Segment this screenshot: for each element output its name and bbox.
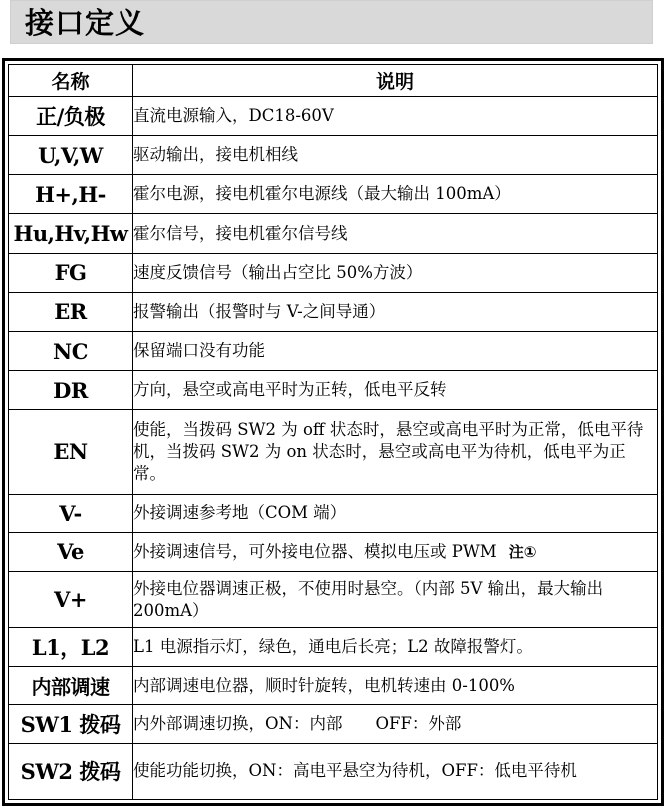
interface-definition-table: [8, 64, 658, 800]
table-row-nc: [9, 331, 658, 370]
row-description: 霍尔信号，接电机霍尔信号线: [133, 214, 658, 253]
section-header: [10, 0, 653, 44]
table-row-v-plus: [9, 571, 658, 627]
header-name: 名称: [9, 65, 133, 97]
row-name: NC: [9, 331, 133, 370]
row-name: 正/负极: [9, 97, 133, 136]
row-name: H+,H-: [9, 175, 133, 214]
row-description: 霍尔电源，接电机霍尔电源线（最大输出 100mA）: [133, 175, 658, 214]
table-row-power: [9, 97, 658, 136]
table-row-sw2: [9, 743, 658, 799]
row-description: 速度反馈信号（输出占空比 50%方波）: [133, 253, 658, 292]
row-name: SW1 拨码: [9, 705, 133, 743]
row-name: DR: [9, 371, 133, 410]
header-description: 说明: [133, 65, 658, 97]
row-name: V+: [9, 571, 133, 627]
table-row-v-minus: [9, 494, 658, 532]
row-description: 外接电位器调速正极，不使用时悬空。（内部 5V 输出，最大输出 200mA）: [133, 571, 658, 627]
row-description: 驱动输出，接电机相线: [133, 136, 658, 175]
row-description: 外接调速参考地（COM 端）: [133, 494, 658, 532]
table-row-leds: [9, 628, 658, 667]
row-name: L1，L2: [9, 628, 133, 667]
row-name: EN: [9, 410, 133, 494]
row-name: V-: [9, 494, 133, 532]
table-row-hall-power: [9, 175, 658, 214]
row-description: L1 电源指示灯，绿色，通电后长亮；L2 故障报警灯。: [133, 628, 658, 667]
table-row-fg: [9, 253, 658, 292]
row-description: 方向，悬空或高电平时为正转，低电平反转: [133, 371, 658, 410]
row-description: 内部调速电位器，顺时针旋转，电机转速由 0-100%: [133, 667, 658, 705]
row-name: 内部调速: [9, 667, 133, 705]
table-header-row: [9, 65, 658, 97]
table-row-ve: [9, 532, 658, 571]
row-name: Ve: [9, 532, 133, 571]
table-row-sw1: [9, 705, 658, 743]
row-name: U,V,W: [9, 136, 133, 175]
row-name: Hu,Hv,Hw: [9, 214, 133, 253]
row-name: ER: [9, 292, 133, 331]
table-row-uvw: [9, 136, 658, 175]
row-description: 报警输出（报警时与 V-之间导通）: [133, 292, 658, 331]
footnote-marker: 注①: [508, 542, 537, 561]
row-description: 使能功能切换，ON：高电平悬空为待机，OFF：低电平待机: [133, 743, 658, 799]
table-row-hall-signal: [9, 214, 658, 253]
table-row-er: [9, 292, 658, 331]
table-row-dr: [9, 371, 658, 410]
interface-table-frame: [2, 58, 664, 806]
table-row-internal-speed: [9, 667, 658, 705]
row-description: 内外部调速切换，ON：内部 OFF：外部: [133, 705, 658, 743]
section-title: 接口定义: [25, 6, 146, 40]
row-description-cell: [133, 532, 658, 571]
row-description: 外接调速信号，可外接电位器、模拟电压或 PWM: [133, 541, 497, 561]
row-description: 直流电源输入，DC18-60V: [133, 97, 658, 136]
row-name: FG: [9, 253, 133, 292]
row-name: SW2 拨码: [9, 743, 133, 799]
row-description: 使能，当拨码 SW2 为 off 状态时，悬空或高电平时为正常，低电平待机，当拨码 SW2 为 on 状态时，悬空或高电平为待机，低电平为正常。: [133, 410, 658, 494]
row-description: 保留端口没有功能: [133, 331, 658, 370]
table-row-en: [9, 410, 658, 494]
